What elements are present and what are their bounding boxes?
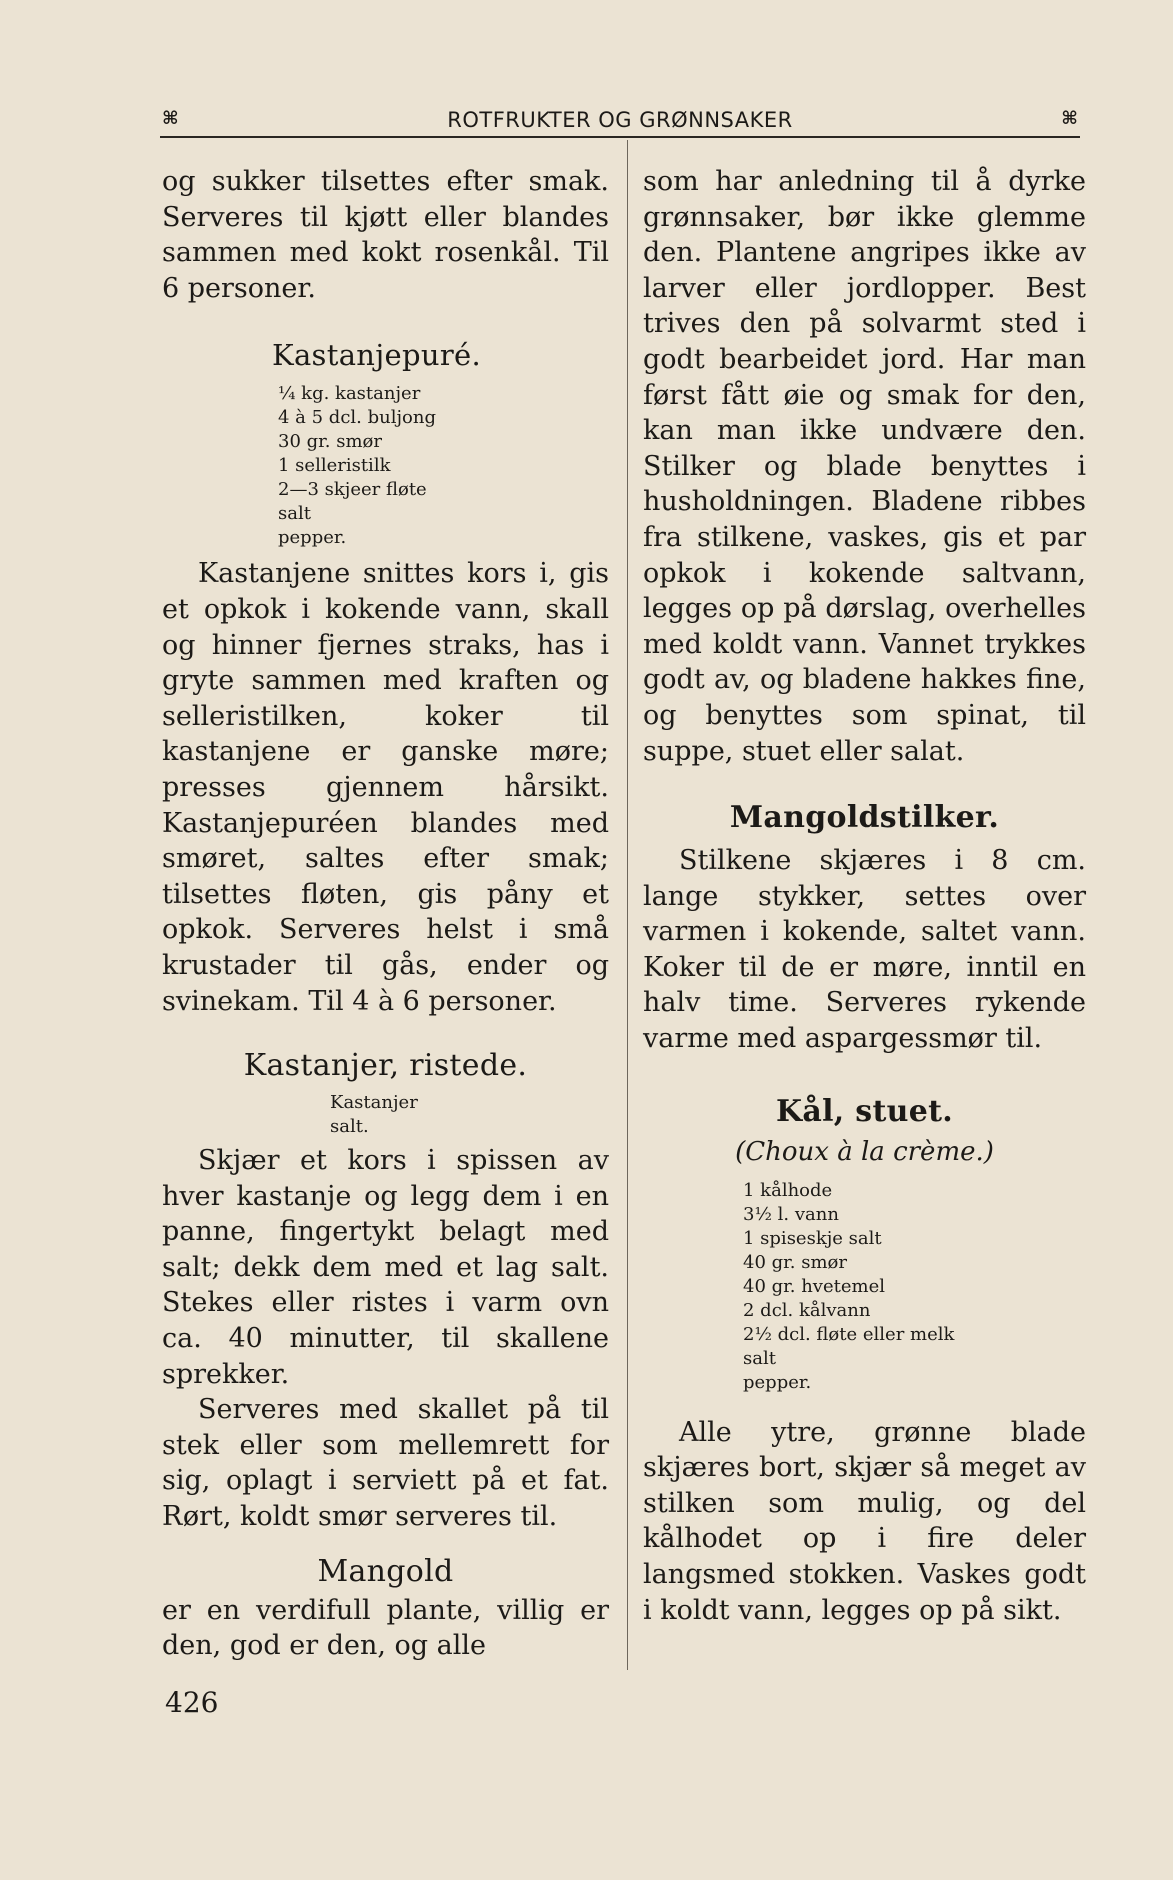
- body-mangold-start: er en verdifull plante, villig er den, god er den, og alle: [162, 1594, 609, 1662]
- ingredient-item: salt: [743, 1347, 776, 1369]
- ingredient-item: salt: [278, 503, 311, 525]
- header-ornament-left-icon: ⌘: [162, 108, 179, 129]
- running-header: [160, 102, 1080, 138]
- running-header-title: ROTFRUKTER OG GRØNNSAKER: [447, 108, 793, 132]
- ingredient-item: 40 gr. hvetemel: [743, 1275, 885, 1297]
- subheading-kal-stuet: (Choux à la crème.): [735, 1136, 994, 1167]
- ingredient-item: 4 à 5 dcl. buljong: [278, 407, 437, 429]
- heading-kastanjepure: Kastanjepuré.: [272, 338, 481, 373]
- body-kastanjer-ristede-2: Serveres med skallet på til stek eller som mellemrett for sig, oplagt i serviett på et fat. Rørt, koldt smør serveres til.: [162, 1394, 609, 1533]
- ingredient-item: 1 kålhode: [743, 1179, 833, 1201]
- ingredient-item: Kastanjer: [330, 1092, 418, 1114]
- heading-kal-stuet: Kål, stuet.: [775, 1093, 954, 1129]
- ingredient-item: pepper.: [743, 1371, 812, 1393]
- header-ornament-right-icon: ⌘: [1061, 108, 1078, 129]
- ingredient-item: 40 gr. smør: [743, 1251, 847, 1273]
- page-number: 426: [165, 1686, 219, 1719]
- ingredient-item: 3½ l. vann: [743, 1203, 839, 1225]
- heading-mangold: Mangold: [317, 1553, 454, 1589]
- ingredient-item: 2—3 skjeer fløte: [278, 479, 427, 501]
- ingredient-item: 30 gr. smør: [278, 431, 382, 453]
- ingredient-item: 1 spiseskje salt: [743, 1227, 882, 1249]
- intro-paragraph: og sukker tilsettes efter smak. Serveres til kjøtt eller blandes sammen med kokt rosenkål. Til 6 personer.: [162, 166, 609, 304]
- ingredients-kal-stuet: [643, 1179, 1086, 1395]
- body-kal-stuet: Alle ytre, grønne blade skjæres bort, skjær så meget av stilken som mulig, og del kålhodet op i fire deler langsmed stokken. Vaskes godt i koldt vann, legges op på sikt.: [643, 1416, 1086, 1626]
- heading-mangoldstilker: Mangoldstilker.: [729, 800, 1000, 836]
- body-mangoldstilker: Stilkene skjæres i 8 cm. lange stykker, settes over varmen i kokende, saltet vann. Koker til de er møre, inntil en halv time. Serveres rykende varme med aspargessmør til.: [643, 845, 1086, 1055]
- ingredients-kastanjepure: [162, 382, 609, 550]
- ingredients-kastanjer-ristede: [162, 1091, 609, 1139]
- column-divider: [627, 140, 628, 1670]
- ingredient-item: 2 dcl. kålvann: [743, 1299, 871, 1321]
- ingredient-item: salt.: [330, 1116, 369, 1138]
- left-column: [162, 164, 609, 1664]
- body-kastanjepure: Kastanjene snittes kors i, gis et opkok i kokende vann, skall og hinner fjernes straks, has i gryte sammen med kraften og selleristilken, koker til kastanjene er ganske møre; presses gjennem hårsikt. Kastanjepuréen blandes med smøret, saltes efter smak; tilsettes fløten, gis påny et opkok. Serveres helst i små krustader til gås, ender og svinekam. Til 4 à 6 personer.: [162, 558, 609, 1017]
- right-column: [643, 164, 1086, 1628]
- body-kastanjer-ristede-1: Skjær et kors i spissen av hver kastanje og legg dem i en panne, fingertykt belagt med salt; dekk dem med et lag salt. Stekes eller ristes i varm ovn ca. 40 minutter, til skallene sprekker.: [162, 1145, 609, 1390]
- ingredient-item: pepper.: [278, 527, 347, 549]
- ingredient-item: ¼ kg. kastanjer: [278, 383, 421, 405]
- ingredient-item: 2½ dcl. fløte eller melk: [743, 1323, 955, 1345]
- heading-kastanjer-ristede: Kastanjer, ristede.: [243, 1048, 528, 1084]
- ingredient-item: 1 selleristilk: [278, 455, 391, 477]
- body-mangold-continued: som har anledning til å dyrke grønnsaker, bør ikke glemme den. Plantene angripes ikke av larver eller jordlopper. Best trives den på solvarmt sted i godt bearbeidet jord. Har man først fått øie og smak for den, kan man ikke undvære den. Stilker og blade benyttes i husholdningen. Bladene ribbes fra stilkene, vaskes, gis et par opkok i kokende saltvann, legges op på dørslag, overhelles med koldt vann. Vannet trykkes godt av, og bladene hakkes fine, og benyttes som spinat, til suppe, stuet eller salat.: [643, 166, 1086, 767]
